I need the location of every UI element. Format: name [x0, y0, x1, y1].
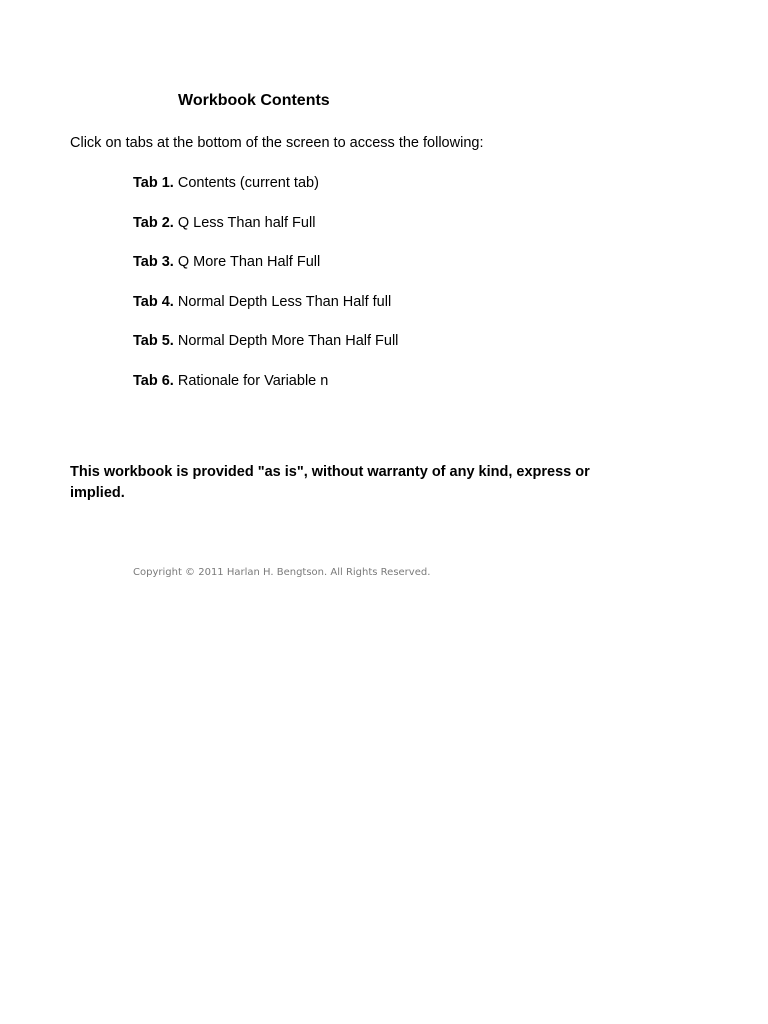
intro-text: Click on tabs at the bottom of the screen to access the following:: [70, 135, 484, 151]
tab-label: Normal Depth Less Than Half full: [177, 293, 392, 310]
tab-number: Tab 4.: [133, 293, 174, 310]
tab-number: Tab 3.: [133, 254, 174, 270]
tab-label: Q More Than Half Full: [177, 254, 321, 270]
tab-label: Normal Depth More Than Half Full: [177, 333, 399, 349]
tab-number: Tab 6.: [133, 372, 174, 389]
tab-list: [133, 174, 398, 411]
tab-label: Contents (current tab): [177, 175, 319, 191]
tab-label: Q Less Than half Full: [177, 214, 316, 231]
page-title: Workbook Contents: [178, 92, 330, 109]
tab-list-item-3: [133, 253, 398, 271]
tab-list-item-4: [133, 293, 398, 311]
disclaimer-text: This workbook is provided "as is", without warranty of any kind, express or implied.: [70, 464, 590, 501]
tab-list-item-1: [133, 174, 398, 192]
tab-label: Rationale for Variable n: [177, 372, 329, 389]
tab-number: Tab 2.: [133, 214, 174, 231]
copyright-notice: Copyright © 2011 Harlan H. Bengtson. All Rights Reserved.: [133, 567, 431, 578]
tab-list-item-5: [133, 332, 398, 350]
tab-list-item-2: [133, 214, 398, 232]
tab-list-item-6: [133, 372, 398, 390]
tab-number: Tab 1.: [133, 175, 174, 191]
tab-number: Tab 5.: [133, 333, 174, 349]
